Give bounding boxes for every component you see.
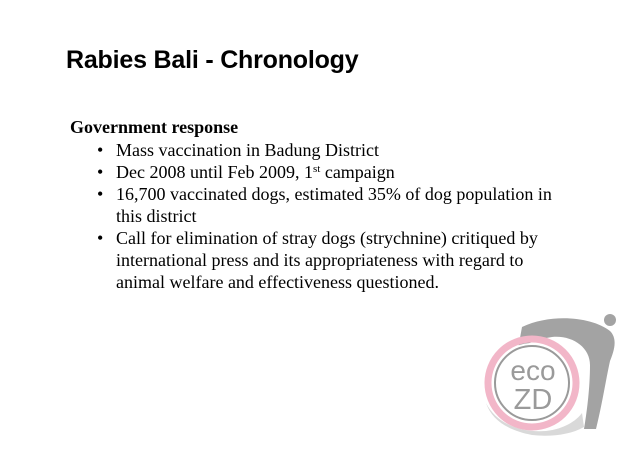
bullet-list [97, 139, 567, 293]
bullet-text: Call for elimination of stray dogs (strychnine) critiqued by international press and its appropriateness with regard to animal welfare and effectiveness questioned. [116, 228, 538, 292]
logo-text-zd: ZD [513, 384, 553, 416]
bullet-text: Mass vaccination in Badung District [116, 140, 379, 160]
ecozd-logo [472, 309, 622, 437]
bullet-item [97, 161, 567, 183]
bullet-text: 16,700 vaccinated dogs, estimated 35% of dog population in this district [116, 184, 552, 226]
bullet-item [97, 139, 567, 161]
bullet-text: campaign [320, 162, 395, 182]
bullet-text: Dec 2008 until Feb 2009, 1 [116, 162, 313, 182]
bullet-item [97, 227, 567, 293]
bullet-item [97, 183, 567, 227]
ordinal-superscript: st [312, 163, 321, 175]
section-heading: Government response [70, 117, 239, 137]
slide-title: Rabies Bali - Chronology [66, 46, 359, 74]
logo-dot [604, 314, 616, 326]
logo-text-eco: eco [510, 355, 556, 386]
